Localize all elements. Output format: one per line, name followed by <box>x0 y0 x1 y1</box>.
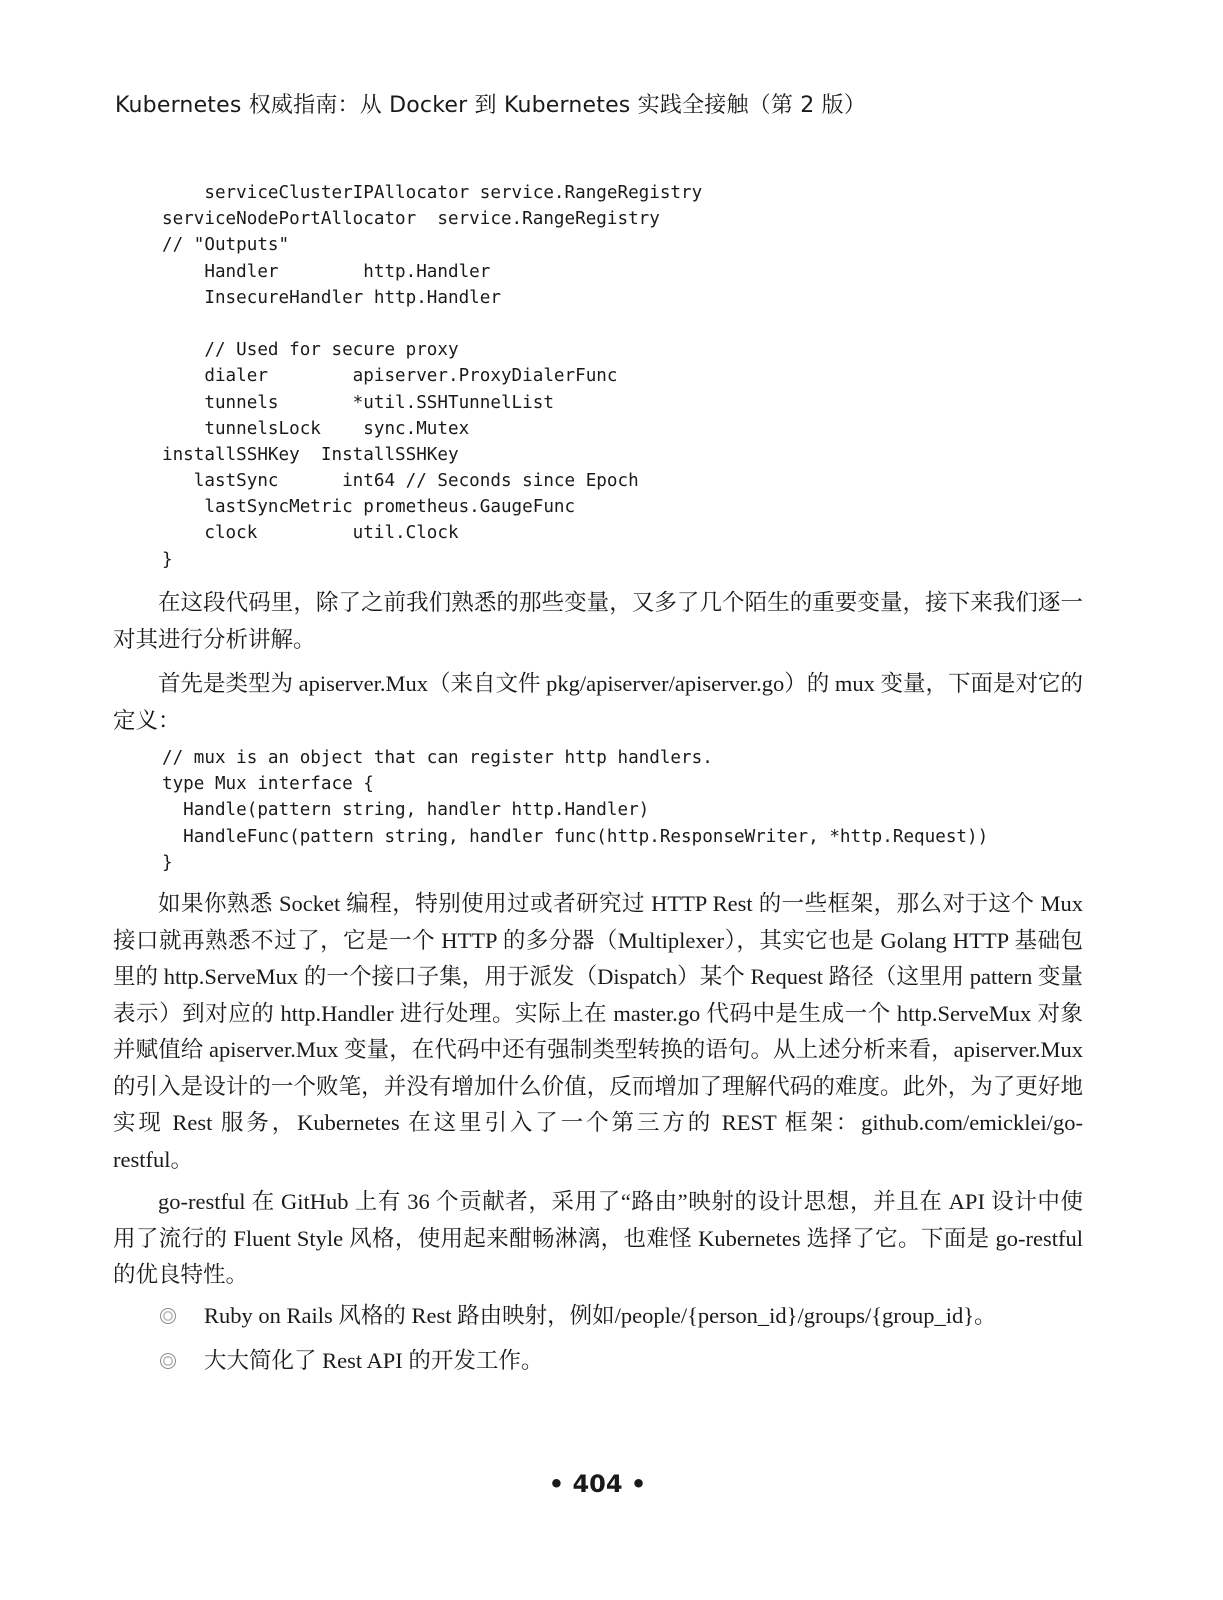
paragraph-mux-intro: 首先是类型为 apiserver.Mux（来自文件 pkg/apiserver/apiserver.go）的 mux 变量，下面是对它的定义： <box>113 671 1083 733</box>
code-line: Handler http.Handler <box>162 261 491 282</box>
code-line: installSSHKey InstallSSHKey <box>162 444 459 465</box>
list-item <box>160 1298 1090 1335</box>
circle-bullet-icon <box>160 1353 176 1369</box>
code-line: // "Outputs" <box>162 235 290 256</box>
paragraph-variables-intro: 在这段代码里，除了之前我们熟悉的那些变量，又多了几个陌生的重要变量，接下来我们逐一对其进行分析讲解。 <box>113 590 1083 652</box>
code-line: } <box>162 549 173 570</box>
code-block-master-struct <box>162 180 702 573</box>
paragraph-go-restful: go-restful 在 GitHub 上有 36 个贡献者，采用了“路由”映射的设计思想，并且在 API 设计中使用了流行的 Fluent Style 风格，使用起来酣畅淋漓，也难怪 Kubernetes 选择了它。下面是 go-restful 的优良特性。 <box>113 1189 1083 1287</box>
code-line: lastSync int64 // Seconds since Epoch <box>162 471 639 492</box>
list-item-text: Ruby on Rails 风格的 Rest 路由映射，例如/people/{person_id}/groups/{group_id}。 <box>204 1303 997 1328</box>
paragraph-mux-explanation: 如果你熟悉 Socket 编程，特别使用过或者研究过 HTTP Rest 的一些框架，那么对于这个 Mux 接口就再熟悉不过了，它是一个 HTTP 的多分器（Multiplexer），其实它也是 Golang HTTP 基础包里的 http.ServeMux 的一个接口子集，用于派发（Dispatch）某个 Request 路径（这里用 pattern 变量表示）到对应的 http.Handler 进行处理。实际上在 master.go 代码中是生成一个 http.ServeMux 对象并赋值给 apiserver.Mux 变量，在代码中还有强制类型转换的语句。从上述分析来看，apiserver.Mux 的引入是设计的一个败笔，并没有增加什么价值，反而增加了理解代码的难度。此外，为了更好地实现 Rest 服务，Kubernetes 在这里引入了一个第三方的 REST 框架：github.com/emicklei/go-restful。 <box>113 891 1083 1172</box>
code-line: // mux is an object that can register http handlers. <box>162 748 713 768</box>
code-line: // Used for secure proxy <box>162 340 459 361</box>
code-line: clock util.Clock <box>162 523 459 544</box>
code-line: Handle(pattern string, handler http.Handler) <box>162 800 650 821</box>
list-item <box>160 1343 1090 1380</box>
page-number: • 404 • <box>548 1470 647 1498</box>
circle-bullet-icon <box>160 1308 176 1324</box>
code-line: serviceNodePortAllocator service.RangeRegistry <box>162 209 660 230</box>
code-block-mux-interface <box>162 745 988 876</box>
code-line <box>162 311 702 337</box>
code-line: dialer apiserver.ProxyDialerFunc <box>162 366 618 387</box>
code-line: InsecureHandler http.Handler <box>162 287 501 308</box>
code-line: tunnels *util.SSHTunnelList <box>162 392 554 413</box>
code-line: lastSyncMetric prometheus.GaugeFunc <box>162 497 576 518</box>
code-line: tunnelsLock sync.Mutex <box>162 418 470 439</box>
code-line: type Mux interface { <box>162 774 374 795</box>
code-line: serviceClusterIPAllocator service.RangeRegistry <box>162 183 703 203</box>
code-line: } <box>162 852 173 873</box>
running-header: Kubernetes 权威指南：从 Docker 到 Kubernetes 实践全接触（第 2 版） <box>115 93 867 118</box>
list-item-text: 大大简化了 Rest API 的开发工作。 <box>204 1348 544 1373</box>
code-line: HandleFunc(pattern string, handler func(http.ResponseWriter, *http.Request)) <box>162 826 989 847</box>
